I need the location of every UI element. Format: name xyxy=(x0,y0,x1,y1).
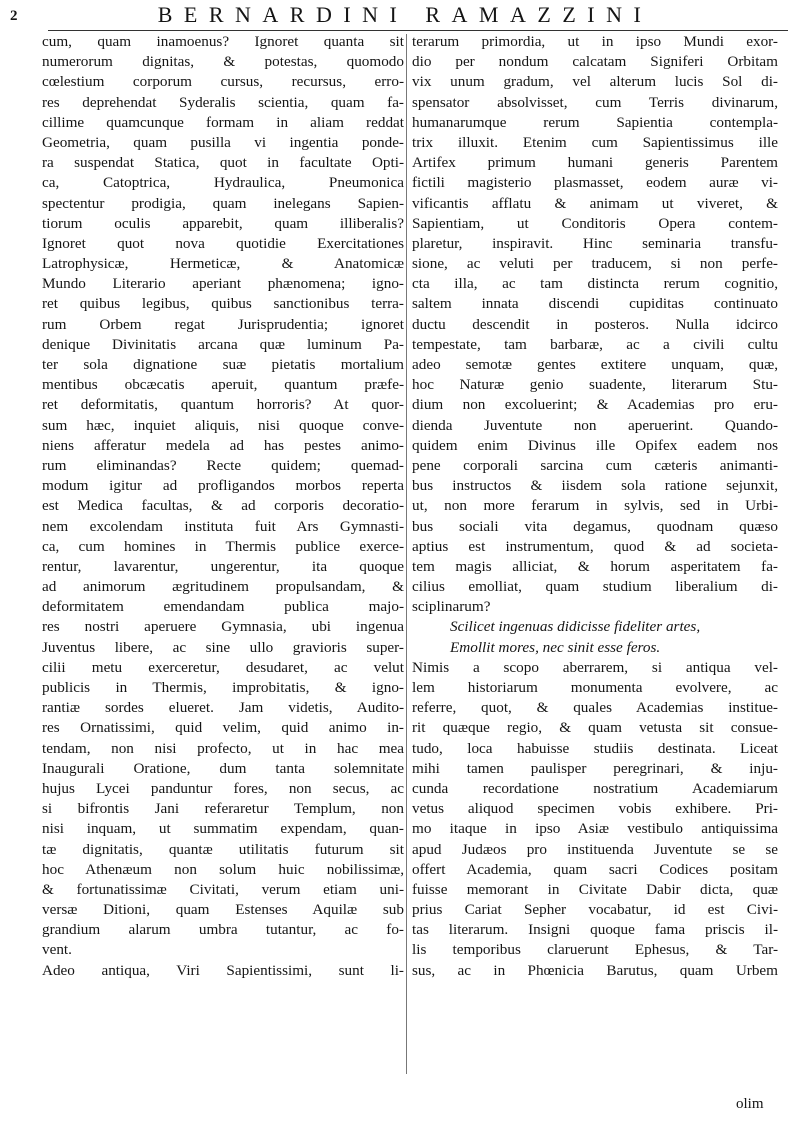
text-line: nisi inquam, ut summatim expendam, quan- xyxy=(42,820,404,838)
text-line: ret quibus legibus, quibus sanctionibus terra- xyxy=(42,295,404,313)
text-line: dium non excoluerint; & Academias pro eru- xyxy=(412,396,778,414)
text-line: cunda recordatione nostratium Academiarum xyxy=(412,779,778,797)
running-header: BERNARDINI RAMAZZINI xyxy=(157,2,653,27)
text-line: publicis in Thermis, improbitatis, & igno- xyxy=(42,679,404,696)
text-line: saltem innata discendi cupiditas continuato xyxy=(412,295,778,313)
text-line: ter sola dignatione suæ pietatis mortalium xyxy=(42,356,404,373)
text-line: hoc Athenæum non solum huic nobilissimæ, xyxy=(42,860,404,878)
text-line: Inaugurali Oratione, dum tanta solemnitate xyxy=(42,759,404,777)
text-line: tiorum oculis apparebit, quam illiberalis? xyxy=(42,214,404,232)
text-line: ra suspendat Statica, quot in facultate Opti- xyxy=(42,154,404,172)
text-line: Sapientiam, ut Conditoris Opera contem- xyxy=(412,214,778,232)
text-line: denique Divinitatis arcana quæ luminum Pa- xyxy=(42,335,404,353)
text-line: terarum primordia, ut in ipso Mundi exor- xyxy=(412,33,778,50)
text-line: res deprehendat Syderalis scientia, quam fa- xyxy=(42,93,404,111)
text-line: tempestate, tam barbaræ, ac a civili cultu xyxy=(412,335,778,353)
text-line: tendam, non nisi profecto, ut in hac mea xyxy=(42,739,404,757)
text-line: vificantis afflatu & animam ut viveret, & xyxy=(412,194,778,212)
text-line: tem magis alliciat, & horum asperitatem fa- xyxy=(412,557,778,575)
text-line: ad animorum ægritudinem propulsandam, & xyxy=(42,578,404,596)
text-line: spectentur prodigia, quam inelegans Sapien- xyxy=(42,194,404,212)
text-line: deformitatem emendandam publica majo- xyxy=(42,598,404,616)
text-line: cœlestium corporum cursus, recursus, erro- xyxy=(42,73,404,91)
text-line: Nimis a scopo aberrarem, si antiqua vel- xyxy=(412,658,778,676)
text-line: sum hæc, inquiet aliquis, nisi quoque conve- xyxy=(42,416,404,434)
text-line: lis temporibus claruerunt Ephesus, & Tar- xyxy=(412,941,778,959)
text-line: spensator absolvisset, cum Terris divinarum, xyxy=(412,93,778,111)
text-line: est Medica facultas, & ad corporis decoratio- xyxy=(42,497,404,515)
text-line: vent. xyxy=(42,941,72,959)
text-line: humanarumque rerum Sapientia contempla- xyxy=(412,113,778,131)
text-line: grandium alarum umbra tutantur, ac fo- xyxy=(42,921,404,939)
text-line: rum Orbem regat Jurisprudentia; ignoret xyxy=(42,315,404,333)
text-line: aptius est instrumentum, quod & ad societa- xyxy=(412,537,778,555)
text-line: hujus Lycei panduntur fores, non secus, ac xyxy=(42,779,404,797)
text-line: rit quæque regio, & quam vetusta sit consue- xyxy=(412,719,778,737)
text-line: vix unum gradum, vel alterum lucis Sol di- xyxy=(412,73,778,91)
text-line: ca, Catoptrica, Hydraulica, Pneumonica xyxy=(42,174,404,192)
text-line: plaretur, inspiravit. Hinc seminaria transfu- xyxy=(412,234,778,252)
text-line: cillime quamcunque formam in aliam reddat xyxy=(42,113,404,131)
header-rule xyxy=(48,30,788,31)
verse-line: Scilicet ingenuas didicisse fideliter artes, xyxy=(450,618,701,636)
left-column xyxy=(42,32,404,981)
text-line: lem historiarum monumenta evolvere, ac xyxy=(412,679,778,696)
verse-line: Emollit mores, nec sinit esse feros. xyxy=(450,638,661,656)
text-line: vetus aliquod specimen vobis exhibere. Pri- xyxy=(412,800,778,818)
text-line: apud Judæos pro instituenda Juventute se se xyxy=(412,840,778,858)
text-line: mentibus obcæcatis aperuit, quantum præfe- xyxy=(42,376,404,394)
text-line: quidem enim Divinus ille Opifex eadem nos xyxy=(412,436,778,454)
text-line: fuisse memorant in Civitate Dabir dicta, quæ xyxy=(412,880,778,898)
text-line: prius Cariat Sepher vocabatur, id est Civi- xyxy=(412,901,778,919)
text-line: res Ornatissimi, quid velim, quid animo in- xyxy=(42,719,404,737)
text-line: ca, cum homines in Thermis publice exerce- xyxy=(42,537,404,555)
text-line: & fortunatissimæ Civitati, verum etiam uni- xyxy=(42,880,404,898)
text-line: cum, quam inamoenus? Ignoret quanta sit xyxy=(42,33,404,50)
text-line: pene corporali sarcina cum cæteris animanti- xyxy=(412,456,778,474)
text-line: offert Academia, quam sacri Codices positam xyxy=(412,860,778,878)
text-line: sciplinarum? xyxy=(412,598,491,616)
text-line: rum eliminandas? Recte quidem; quemad- xyxy=(42,456,404,474)
text-line: Ignoret quot nova quotidie Exercitationes xyxy=(42,234,404,252)
text-line: trix illuxit. Etenim cum Sapientissimus ille xyxy=(412,133,778,151)
text-line: Latrophysicæ, Hermeticæ, & Anatomicæ xyxy=(42,255,404,273)
text-line: Mundo Literario aperiant phænomena; igno- xyxy=(42,275,404,293)
text-line: sione, ac veluti per traducem, si non perfe- xyxy=(412,255,778,273)
text-line: tas literarum. Insigni quoque fama priscis il- xyxy=(412,921,778,939)
text-line: cilius emolliat, quam studium liberalium di- xyxy=(412,578,778,596)
text-line: rentur, lavarentur, ungerentur, ita quoque xyxy=(42,557,404,575)
text-line: tudo, loca habuisse studiis destinata. Liceat xyxy=(412,739,778,757)
text-line: rantiæ sordes elueret. Jam videtis, Audito- xyxy=(42,699,404,717)
text-line: nem excolendam instituta fuit Ars Gymnasti- xyxy=(42,517,404,535)
text-line: Artifex primum humani generis Parentem xyxy=(412,154,778,172)
text-line: hoc Naturæ genio suadente, literarum Stu- xyxy=(412,376,778,394)
text-line: Juventus libere, ac sine ullo gravioris super- xyxy=(42,638,404,656)
column-divider xyxy=(406,34,407,1074)
text-line: referre, quot, & quales Academias institue- xyxy=(412,699,778,717)
text-line: si bifrontis Jani referaretur Templum, non xyxy=(42,800,404,818)
text-line: niens afferatur medela ad has pestes animo- xyxy=(42,436,404,454)
text-line: cta illa, ac tam distincta rerum cognitio, xyxy=(412,275,778,293)
page-number: 2 xyxy=(10,8,18,24)
text-line: dienda Juventute non aperuerint. Quando- xyxy=(412,416,778,434)
text-line: mo itaque in ipso Asiæ vestibulo antiquissima xyxy=(412,820,778,838)
text-line: ut, non more ferarum in sylvis, sed in Urbi- xyxy=(412,497,778,515)
text-line: mihi tamen paulisper peregrinari, & inju- xyxy=(412,759,778,777)
text-line: fictili magisterio plasmasset, eodem auræ vi- xyxy=(412,174,778,192)
text-line: sus, ac in Phœnicia Barutus, quam Urbem xyxy=(412,961,778,979)
text-line: versæ Ditioni, quam Estenses Aquilæ sub xyxy=(42,901,404,919)
text-line: ductu descendit in posteros. Nulla idcirco xyxy=(412,315,778,333)
right-column xyxy=(412,32,778,981)
text-line: res nostri aperuere Gymnasia, ubi ingenua xyxy=(42,618,404,636)
text-line: Geometria, quam pusilla vi ingentia ponde- xyxy=(42,133,404,151)
text-line: bus instructos & iisdem sola ratione sejunxit, xyxy=(412,477,778,495)
text-line: modum igitur ad profligandos morbos reperta xyxy=(42,477,404,495)
text-line: Adeo antiqua, Viri Sapientissimi, sunt li- xyxy=(42,961,404,979)
text-line: cilii metu exerceretur, desudaret, ac velut xyxy=(42,658,404,676)
text-line: tæ dignitatis, quantæ utilitatis futurum sit xyxy=(42,840,404,858)
text-line: ret deformitatis, quantum horroris? At quor- xyxy=(42,396,404,414)
text-line: dio per nondum calcatam Signiferi Orbitam xyxy=(412,53,778,71)
catchword: olim xyxy=(736,1096,764,1112)
text-line: bus sociali vita degamus, quodnam quæso xyxy=(412,517,778,535)
text-line: adeo semotæ gentes extitere unquam, quæ, xyxy=(412,356,778,373)
text-line: numerorum dignitas, & potestas, quomodo xyxy=(42,53,404,71)
